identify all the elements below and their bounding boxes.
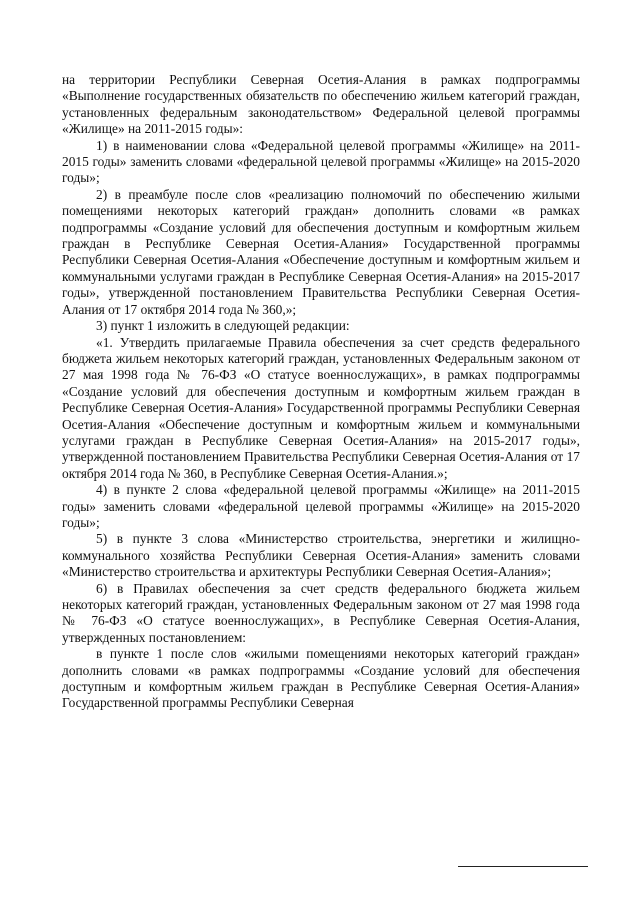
paragraph-item-1: 1) в наименовании слова «Федеральной целевой программы «Жилище» на 2011-2015 годы» заменить словами «федеральной целевой программы «Жилище» на 2015-2020 годы»; bbox=[62, 137, 580, 186]
paragraph-item-5: 5) в пункте 3 слова «Министерство строительства, энергетики и жилищно-коммунального хозяйства Республики Северная Осетия-Алания» заменить словами «Министерство строительства и архитектуры Республики Северная Осетия-Алания»; bbox=[62, 531, 580, 580]
paragraph-item-2: 2) в преамбуле после слов «реализацию полномочий по обеспечению жилыми помещениями некоторых категорий граждан» дополнить словами «в рамках подпрограммы «Создание условий для обеспечения доступным и комфортным жильем граждан в Республике Северная Осетия-Алания» Государственной программы Республики Северная Осетия-Алания «Обеспечение доступным и комфортным жильем и коммунальными услугами граждан в Республике Северная Осетия-Алания» на 2015-2017 годы», утвержденной постановлением Правительства Республики Северная Осетия-Алания от 17 октября 2014 года № 360,»; bbox=[62, 186, 580, 317]
paragraph-item-3: 3) пункт 1 изложить в следующей редакции: bbox=[96, 318, 350, 334]
paragraph-item-6: 6) в Правилах обеспечения за счет средств федерального бюджета жильем некоторых категорий граждан, установленных Федеральным законом от 27 мая 1998 года № 76-ФЗ «О статусе военнослужащих», в Республике Северная Осетия-Алания, утвержденных постановлением: bbox=[62, 580, 580, 645]
document-body bbox=[62, 72, 580, 712]
footer-divider-line bbox=[458, 866, 588, 867]
paragraph-intro: на территории Республики Северная Осетия-Алания в рамках подпрограммы «Выполнение государственных обязательств по обеспечению жильем категорий граждан, установленных федеральным законодательством» Федеральной целевой программы «Жилище» на 2011-2015 годы»: bbox=[62, 72, 580, 137]
paragraph-item-3-text: «1. Утвердить прилагаемые Правила обеспечения за счет средств федерального бюджета жильем некоторых категорий граждан, установленных Федеральным законом от 27 мая 1998 года № 76-ФЗ «О статусе военнослужащих», в рамках подпрограммы «Создание условий для обеспечения доступным и комфортным жильем граждан в Республике Северная Осетия-Алания» Государственной программы Республики Северная Осетия-Алания «Обеспечение доступным и комфортным жильем и коммунальными услугами граждан в Республике Северная Осетия-Алания» на 2015-2017 годы», утвержденной постановлением Правительства Республики Северная Осетия-Алания от 17 октября 2014 года № 360, в Республике Северная Осетия-Алания.»; bbox=[62, 334, 580, 481]
paragraph-item-4: 4) в пункте 2 слова «федеральной целевой программы «Жилище» на 2011-2015 годы» заменить словами «федеральной целевой программы «Жилище» на 2015-2020 годы»; bbox=[62, 482, 580, 530]
paragraph-item-6-point-1: в пункте 1 после слов «жилыми помещениями некоторых категорий граждан» дополнить словами «в рамках подпрограммы «Создание условий для обеспечения доступным и комфортным жильем граждан в Республике Северная Осетия-Алания» Государственной программы Республики Северная bbox=[62, 646, 580, 711]
